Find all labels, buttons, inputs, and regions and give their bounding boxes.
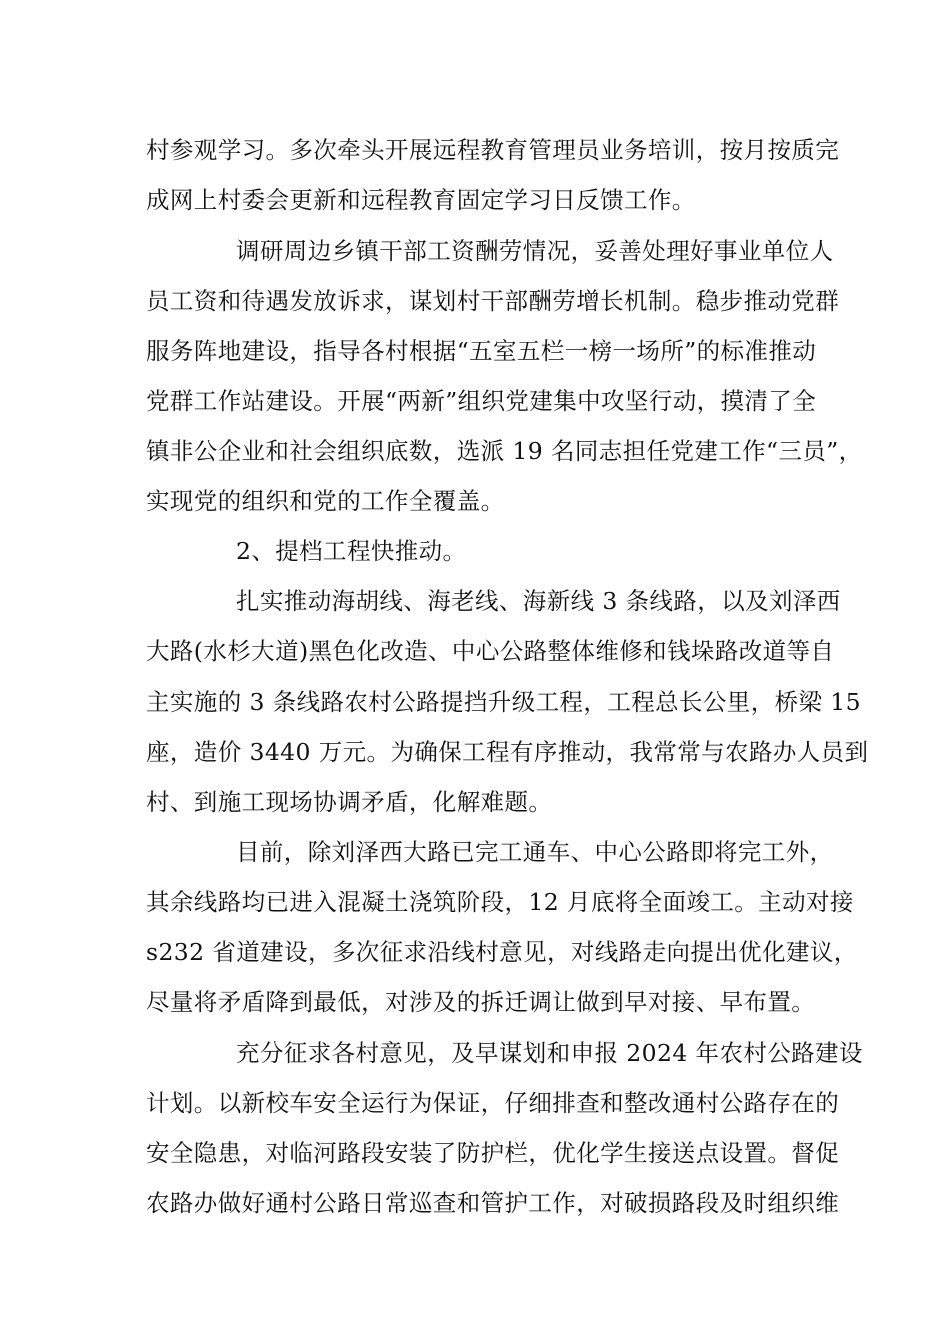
text-line: 安全隐患，对临河路段安装了防护栏，优化学生接送点设置。督促 <box>146 1139 840 1167</box>
text-line: 其余线路均已进入混凝土浇筑阶段，12 月底将全面竣工。主动对接 <box>146 888 854 916</box>
text-line: 尽量将矛盾降到最低，对涉及的拆迁调让做到早对接、早布置。 <box>146 988 816 1016</box>
text-line: 成网上村委会更新和远程教育固定学习日反馈工作。 <box>146 186 696 214</box>
text-line: 主实施的 3 条线路农村公路提挡升级工程，工程总长公里，桥梁 15 <box>146 688 861 716</box>
text-line: s232 省道建设，多次征求沿线村意见，对线路走向提出优化建议， <box>146 938 858 966</box>
text-line: 计划。以新校车安全运行为保证，仔细排查和整改通村公路存在的 <box>146 1089 840 1117</box>
text-line: 农路办做好通村公路日常巡查和管护工作，对破损路段及时组织维 <box>146 1189 840 1217</box>
text-line: 大路(水杉大道)黑色化改造、中心公路整体维修和钱垛路改道等自 <box>146 637 835 665</box>
text-line: 员工资和待遇发放诉求，谋划村干部酬劳增长机制。稳步推动党群 <box>146 287 840 315</box>
text-line: 村、到施工现场协调矛盾，化解难题。 <box>146 788 553 816</box>
paragraph-start-line: 目前，除刘泽西大路已完工通车、中心公路即将完工外， <box>236 838 834 866</box>
paragraph-start-line: 充分征求各村意见，及早谋划和申报 2024 年农村公路建设 <box>236 1039 863 1067</box>
text-line: 实现党的组织和党的工作全覆盖。 <box>146 487 505 515</box>
text-line: 座，造价 3440 万元。为确保工程有序推动，我常常与农路办人员到 <box>146 738 869 766</box>
text-line: 村参观学习。多次牵头开展远程教育管理员业务培训，按月按质完 <box>146 136 840 164</box>
paragraph-start-line: 调研周边乡镇干部工资酬劳情况，妥善处理好事业单位人 <box>236 237 834 265</box>
paragraph-start-line: 扎实推动海胡线、海老线、海新线 3 条线路，以及刘泽西 <box>236 587 841 615</box>
section-heading: 2、提档工程快推动。 <box>236 537 467 565</box>
text-line: 党群工作站建设。开展“两新”组织党建集中攻坚行动，摸清了全 <box>146 387 817 415</box>
text-line: 服务阵地建设，指导各村根据“五室五栏一榜一场所”的标准推动 <box>146 337 817 365</box>
text-line: 镇非公企业和社会组织底数，选派 19 名同志担任党建工作“三员”， <box>146 437 863 465</box>
